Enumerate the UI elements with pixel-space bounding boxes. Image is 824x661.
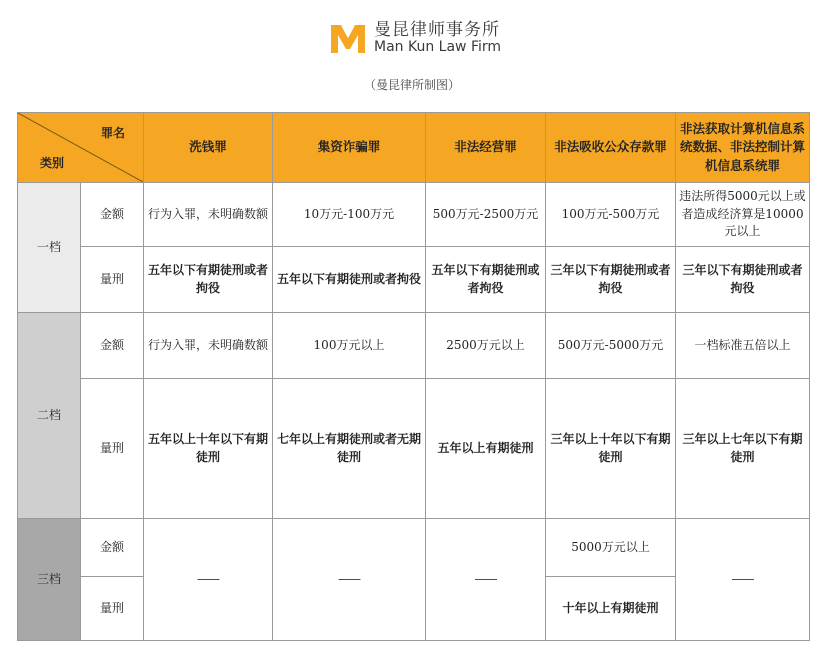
row-label-amount: 金额 (81, 519, 144, 577)
table-cell-empty: —— (426, 519, 546, 641)
table-row (18, 519, 810, 577)
row-label-penalty: 量刑 (81, 247, 144, 313)
row-label-amount: 金额 (81, 313, 144, 379)
table-cell: 五年以下有期徒刑或者拘役 (273, 247, 426, 313)
table-cell: 500万元-5000万元 (546, 313, 676, 379)
table-cell-empty: —— (676, 519, 810, 641)
table-cell: 三年以上十年以下有期徒刑 (546, 379, 676, 519)
corner-label-crime: 罪名 (100, 126, 125, 140)
table-row (18, 313, 810, 379)
column-header: 集资诈骗罪 (273, 113, 426, 183)
table-cell: 五年以上有期徒刑 (426, 379, 546, 519)
table-cell: 10万元-100万元 (273, 183, 426, 247)
table-cell: 三年以下有期徒刑或者拘役 (676, 247, 810, 313)
table-cell: 5000万元以上 (546, 519, 676, 577)
table-cell: 五年以下有期徒刑或者拘役 (426, 247, 546, 313)
row-label-penalty: 量刑 (81, 379, 144, 519)
firm-logo (328, 18, 501, 58)
table-cell-empty: —— (273, 519, 426, 641)
table-cell: 五年以下有期徒刑或者拘役 (144, 247, 273, 313)
column-header: 非法吸收公众存款罪 (546, 113, 676, 183)
table-cell: 七年以上有期徒刑或者无期徒刑 (273, 379, 426, 519)
crime-comparison-table (17, 112, 810, 641)
table-cell-empty: —— (144, 519, 273, 641)
table-cell: 违法所得5000元以上或者造成经济算是10000元以上 (676, 183, 810, 247)
row-label-amount: 金额 (81, 183, 144, 247)
table-cell: 三年以上七年以下有期徒刑 (676, 379, 810, 519)
column-header: 非法经营罪 (426, 113, 546, 183)
header-row (18, 113, 810, 183)
firm-logo-mark-icon (328, 19, 368, 57)
table-row (18, 183, 810, 247)
table-cell: 2500万元以上 (426, 313, 546, 379)
corner-label-category: 类别 (40, 155, 65, 170)
corner-diagonal-line (18, 113, 143, 182)
tier-label: 三档 (18, 519, 81, 641)
table-cell: 100万元以上 (273, 313, 426, 379)
table-cell: 100万元-500万元 (546, 183, 676, 247)
tier-label: 一档 (18, 183, 81, 313)
firm-name-en: Man Kun Law Firm (374, 38, 502, 55)
table-cell: 500万元-2500万元 (426, 183, 546, 247)
header-corner-cell (18, 113, 144, 183)
table-cell: 十年以上有期徒刑 (546, 577, 676, 641)
row-label-penalty: 量刑 (81, 577, 144, 641)
tier-label: 二档 (18, 313, 81, 519)
table-row (18, 247, 810, 313)
table-row (18, 379, 810, 519)
figure-caption: （曼昆律所制图） (363, 78, 460, 92)
table-cell: 三年以下有期徒刑或者拘役 (546, 247, 676, 313)
table-cell: 一档标准五倍以上 (676, 313, 810, 379)
table-cell: 行为入罪，未明确数额 (144, 313, 273, 379)
firm-name-cn: 曼昆律师事务所 (374, 19, 500, 40)
table-cell: 行为入罪，未明确数额 (144, 183, 273, 247)
column-header: 洗钱罪 (144, 113, 273, 183)
table-cell: 五年以上十年以下有期徒刑 (144, 379, 273, 519)
column-header: 非法获取计算机信息系统数据、非法控制计算机信息系统罪 (676, 113, 810, 183)
